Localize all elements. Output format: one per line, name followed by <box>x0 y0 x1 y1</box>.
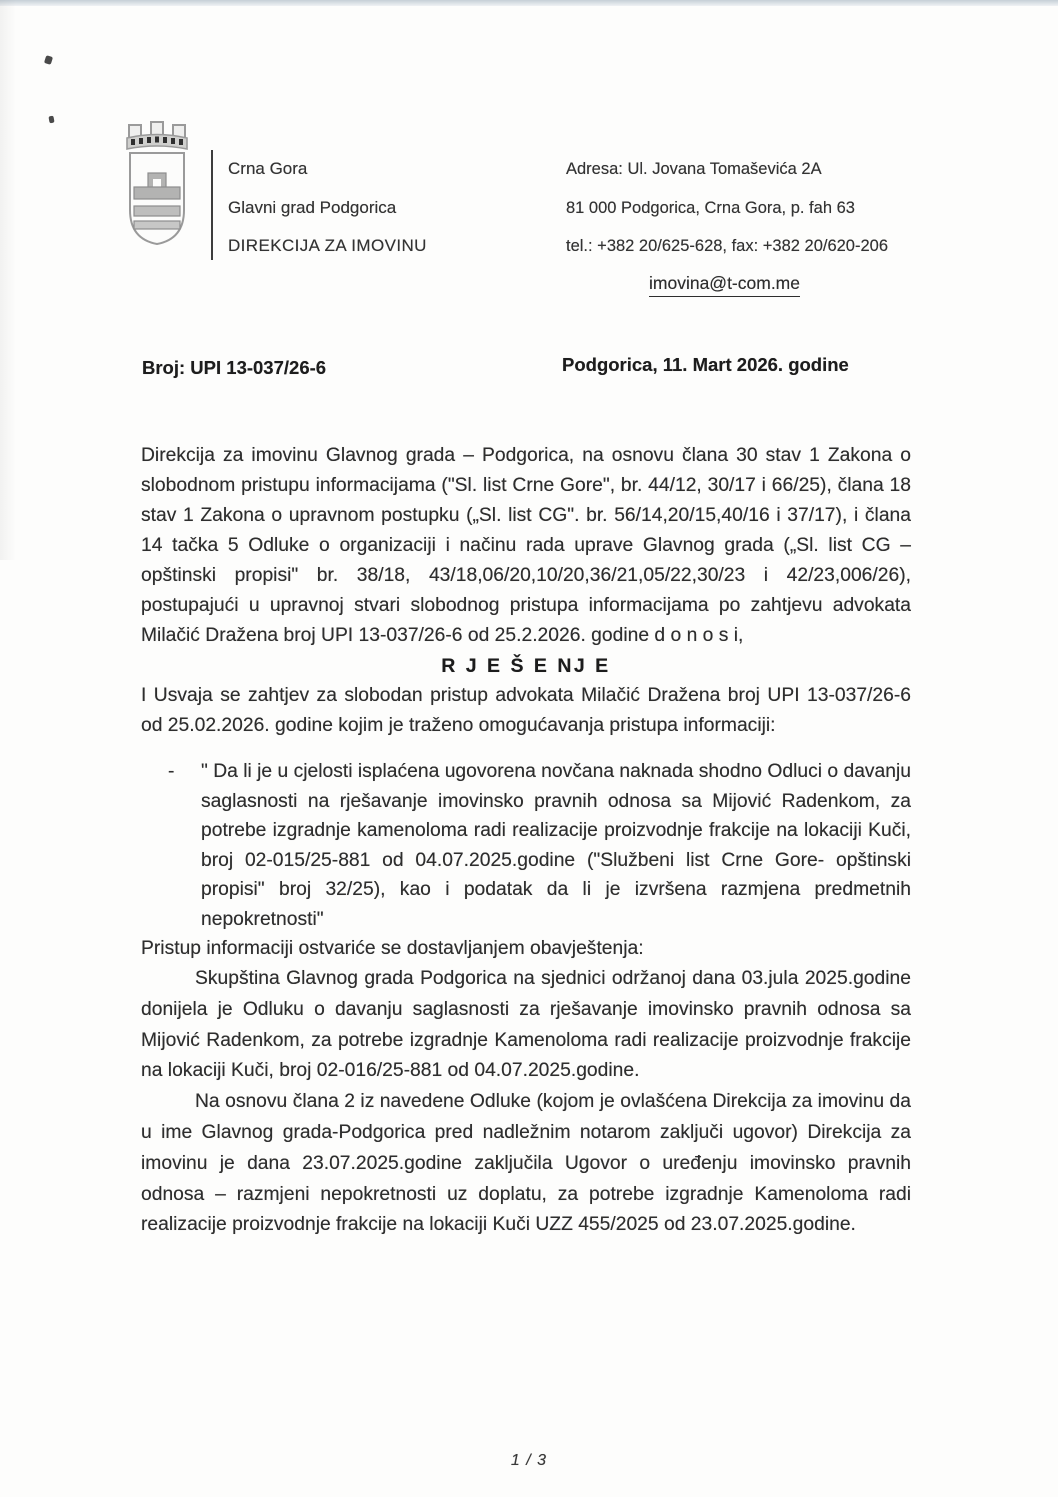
decision-point-1: I Usvaja se zahtjev za slobodan pristup advokata Milačić Dražena broj UPI 13-037/26-6 od 25.02.2026. godine kojim je traženo omogućavanja pristupa informaciji: <box>141 685 911 736</box>
coat-of-arms-logo <box>122 120 192 257</box>
place-and-date: Podgorica, 11. Mart 2026. godine <box>562 354 849 375</box>
contact-phone-line: tel.: +382 20/625-628, fax: +382 20/620-206 <box>566 237 889 255</box>
org-city-line: Glavni grad Podgorica <box>228 197 397 217</box>
paragraph-contract: Na osnovu člana 2 iz navedene Odluke (kojom je ovlašćena Direkcija za imovinu da u ime Glavnog grada-Podgorica pred nadležnim notarom zaključi ugovor) Direkcija za imovinu je dana 23.07.2025.godine zaključila Ugovor o uređenju imovinsko pravnih odnosa – razmjeni nepokretnosti uz doplatu, za potrebe izgradnje Kamenoloma radi realizacije proizvodnje frakcije na lokaciji Kuči UZZ 455/2025 od 23.07.2025.godine. <box>141 1091 911 1236</box>
email-address: imovina@t-com.me <box>649 273 800 297</box>
contact-block <box>566 150 888 266</box>
org-directorate-line: DIREKCIJA ZA IMOVINU <box>228 236 427 255</box>
document-number: Broj: UPI 13-037/26-6 <box>142 357 327 378</box>
organization-block <box>228 150 427 266</box>
contact-address-line: Adresa: Ul. Jovana Tomaševića 2A <box>566 160 822 178</box>
bullet-dash: - <box>168 761 175 782</box>
paragraph-intro: Direkcija za imovinu Glavnog grada – Podgorica, na osnovu člana 30 stav 1 Zakona o slobodnom pristupu informacijama ("Sl. list Crne Gore", br. 44/12, 30/17 i 66/25), člana 18 stav 1 Zakona o upravnom postupku („Sl. list CG". br. 56/14,20/15,40/16 i 37/17), i člana 14 tačka 5 Odluke o organizaciji i načinu rada uprave Glavnog grada („Sl. list CG – opštinski propisi" br. 38/18, 43/18,06/20,10/20,36/21,05/22,30/23 i 42/23,006/26), postupajući u upravnoj stvari slobodnog pristupa informacijama po zahtjevu advokata Milačić Dražena broj UPI 13-037/26-6 od 25.2.2026. godine d o n o s i, <box>141 445 911 646</box>
paragraph-assembly-decision: Skupština Glavnog grada Podgorica na sjednici održanoj dana 03.jula 2025.godine donijela je Odluku o davanju saglasnosti za rješavanje imovinsko pravnih odnosa sa Mijović Radenkom, za potrebe izgradnje Kamenoloma radi realizacije proizvodnje frakcije na lokaciji Kuči, broj 02-016/25-881 od 04.07.2025.godine. <box>141 968 911 1082</box>
bullet-text: " Da li je u cjelosti isplaćena ugovorena novčana naknada shodno Odluci o davanju saglasnosti na rješavanje imovinsko pravnih odnosa sa Mijović Radenkom, za potrebe izgradnje kamenoloma radi realizacije proizvodnje frakcije na lokaciji Kuči, broj 02-015/25-881 od 04.07.2025.godine ("Službeni list Crne Gore- opštinski propisi" broj 32/25), kao i podatak da li je izvršena razmjena predmetnih nepokretnosti" <box>201 761 912 930</box>
access-method-line: Pristup informaciji ostvariće se dostavljanjem obavještenja: <box>141 938 644 959</box>
scan-edge-artifact <box>0 0 16 560</box>
org-country-line: Crna Gora <box>228 159 308 178</box>
decision-title: R J E Š E NJ E <box>441 655 611 677</box>
scan-speck-artifact <box>48 116 54 124</box>
request-quote-bullet <box>141 757 911 934</box>
document-body <box>141 441 911 1241</box>
header-divider <box>211 150 213 260</box>
scan-edge-artifact <box>0 0 1058 6</box>
scan-speck-artifact <box>44 55 53 65</box>
contact-postal-line: 81 000 Podgorica, Crna Gora, p. fah 63 <box>566 198 855 217</box>
page-number: 1 / 3 <box>510 1452 548 1469</box>
